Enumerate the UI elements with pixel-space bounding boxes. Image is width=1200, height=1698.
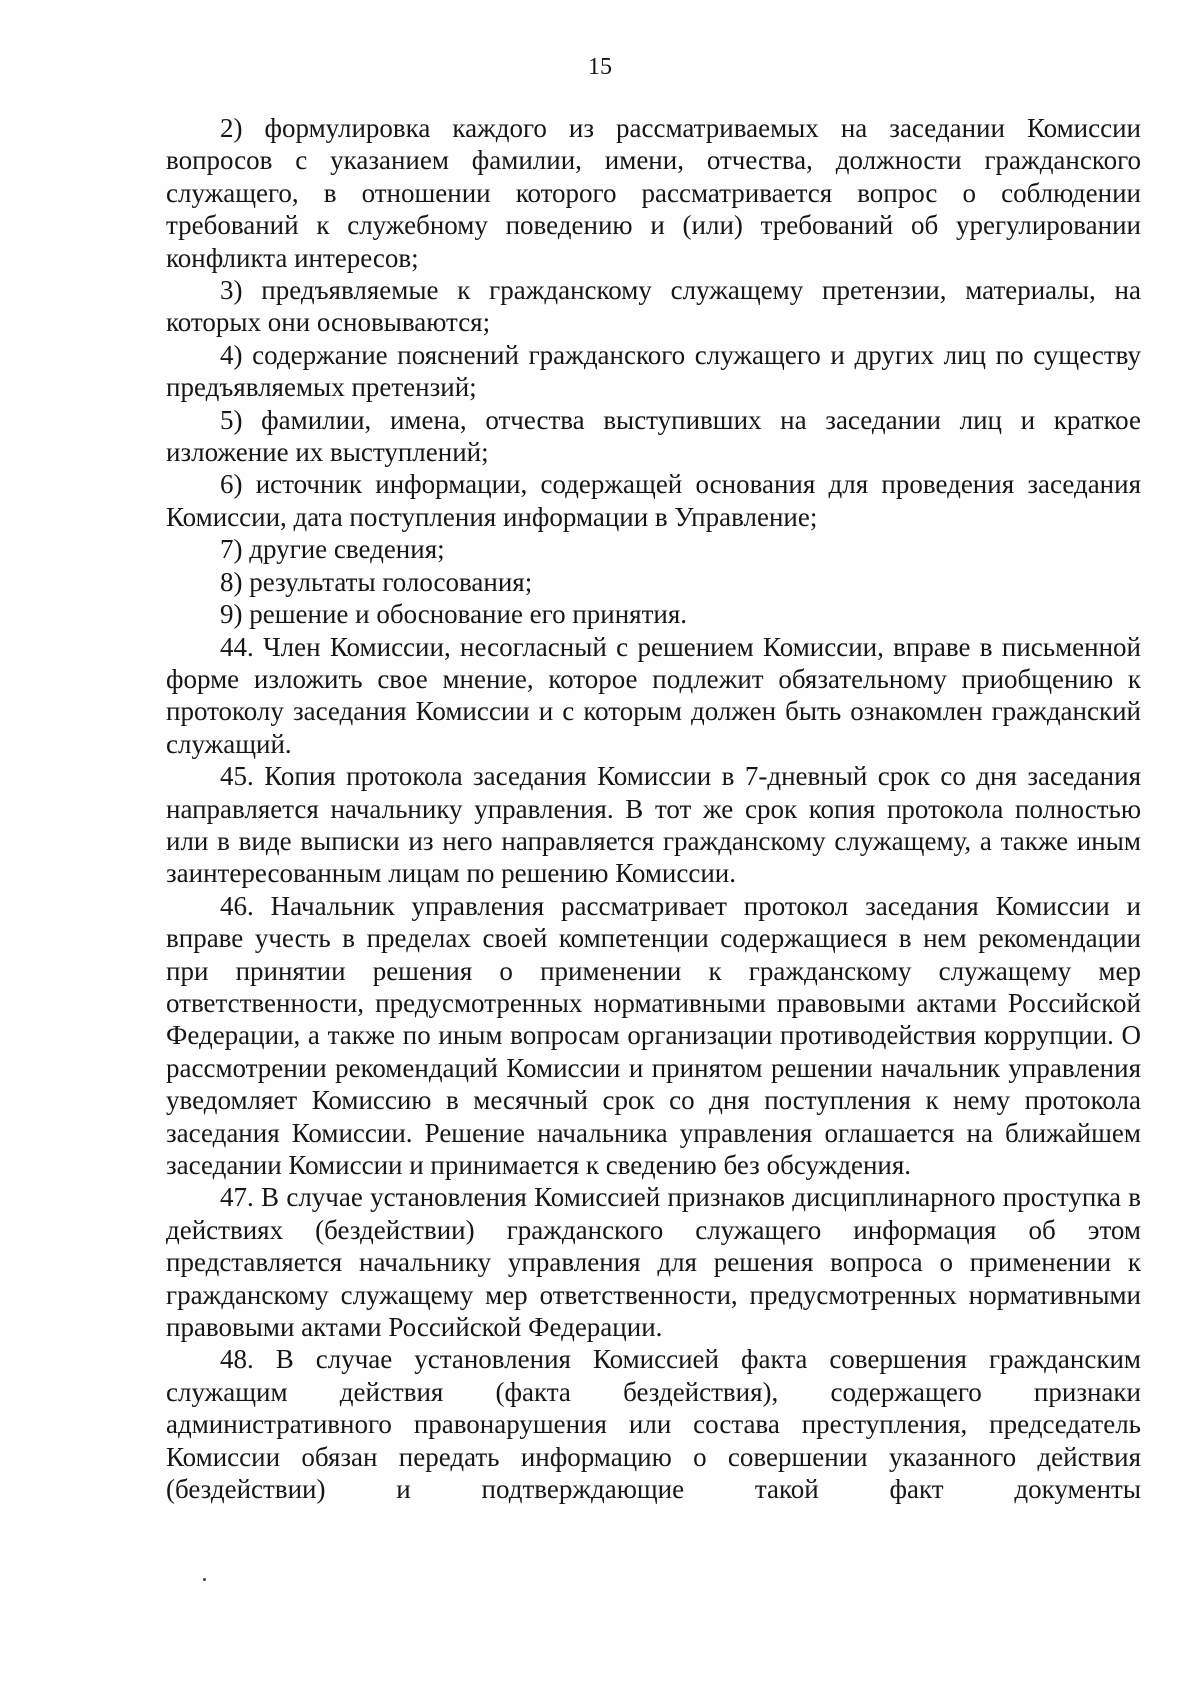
page-number: 15 [588, 54, 612, 80]
paragraph-item-9: 9) решение и обоснование его принятия. [220, 599, 688, 630]
paragraph-clause-46: 46. Начальник управления рассматривает протокол заседания Комиссии и вправе учесть в пределах своей компетенции содержащиеся в нем рекомендации при принятии решения о применении к гражданскому служащему мер ответственности, предусмотренных нормативными правовыми актами Российской Федерации, а также по иным вопросам организации противодействия коррупции. О рассмотрении рекомендаций Комиссии и принятом решении начальник управления уведомляет Комиссию в месячный срок со дня поступления к нему протокола заседания Комиссии. Решение начальника управления оглашается на ближайшем заседании Комиссии и принимается к сведению без обсуждения. [166, 890, 1141, 1180]
paragraph-item-5: 5) фамилии, имена, отчества выступивших на заседании лиц и краткое изложение их выступлений; [166, 404, 1141, 468]
paragraph-clause-44: 44. Член Комиссии, несогласный с решением Комиссии, вправе в письменной форме изложить свое мнение, которое подлежит обязательному приобщению к протоколу заседания Комиссии и с которым должен быть ознакомлен гражданский служащий. [166, 631, 1141, 759]
document-body [166, 112, 1141, 1505]
paragraph-clause-47: 47. В случае установления Комиссией признаков дисциплинарного проступка в действиях (бездействии) гражданского служащего информация об этом представляется начальнику управления для решения вопроса о применении к гражданскому служащему мер ответственности, предусмотренных нормативными правовыми актами Российской Федерации. [166, 1182, 1141, 1343]
paragraph-item-6: 6) источник информации, содержащей основания для проведения заседания Комиссии, дата поступления информации в Управление; [166, 469, 1141, 532]
paragraph-item-7: 7) другие сведения; [220, 534, 445, 565]
paragraph-clause-48: 48. В случае установления Комиссией факта совершения гражданским служащим действия (факта бездействия), содержащего признаки административного правонарушения или состава преступления, председатель Комиссии обязан передать информацию о совершении указанного действия (бездействии) и подтверждающие такой факт документы [166, 1344, 1141, 1505]
paragraph-item-3: 3) предъявляемые к гражданскому служащему претензии, материалы, на которых они основываются; [166, 275, 1141, 338]
paragraph-item-4: 4) содержание пояснений гражданского служащего и других лиц по существу предъявляемых претензий; [166, 339, 1141, 403]
paragraph-item-2: 2) формулировка каждого из рассматриваемых на заседании Комиссии вопросов с указанием фамилии, имени, отчества, должности гражданского служащего, в отношении которого рассматривается вопрос о соблюдении требований к служебному поведению и (или) требований об урегулировании конфликта интересов; [166, 113, 1141, 273]
paragraph-clause-45: 45. Копия протокола заседания Комиссии в 7-дневный срок со дня заседания направляется начальнику управления. В тот же срок копия протокола полностью или в виде выписки из него направляется гражданскому служащему, а также иным заинтересованным лицам по решению Комиссии. [166, 761, 1141, 889]
scan-dot-mark [203, 1578, 206, 1581]
paragraph-item-8: 8) результаты голосования; [220, 566, 533, 597]
